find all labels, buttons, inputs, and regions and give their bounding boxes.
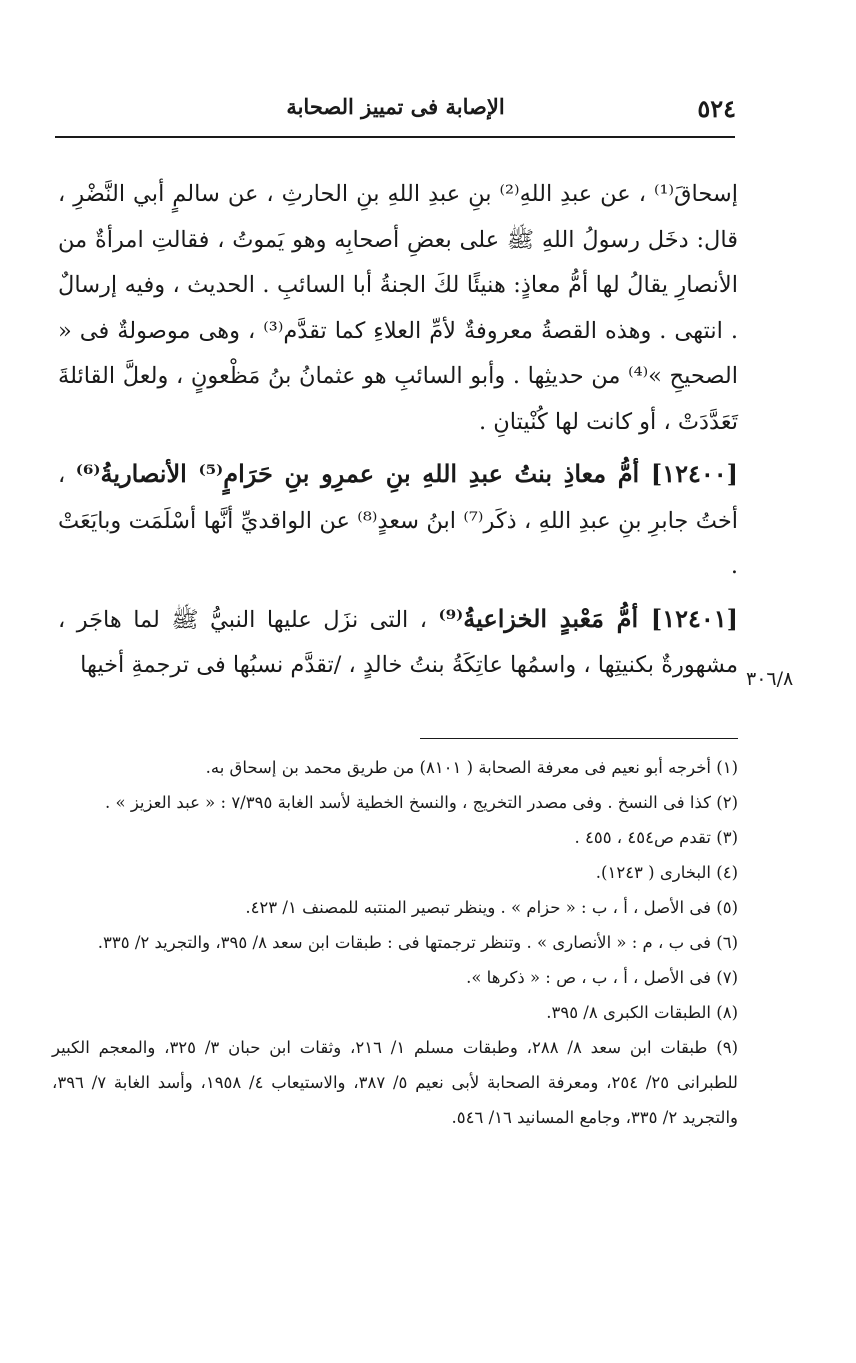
margin-reference: ٣٠٦/٨	[746, 668, 794, 690]
footnote-rule	[420, 738, 738, 739]
footnote: (٣) تقدم ص٤٥٤ ، ٤٥٥ .	[574, 828, 738, 847]
footnote: (٨) الطبقات الكبرى ٨/ ٣٩٥.	[546, 1003, 738, 1022]
footnote: (٢) كذا فى النسخ . وفى مصدر التخريج ، والنسخ الخطية لأسد الغابة ٧/٣٩٥ : « عبد العزيز » .	[104, 793, 738, 812]
entry-12400	[58, 451, 738, 590]
main-text	[58, 172, 738, 689]
footnote: (٦) فى ب ، م : « الأنصارى » . وتنظر ترجمتها فى : طبقات ابن سعد ٨/ ٣٩٥، والتجريد ٢/ ٣٣٥.	[97, 933, 738, 952]
page-number: ٥٢٤	[697, 94, 736, 123]
header-rule	[55, 136, 735, 138]
footnote: (٤) البخارى ( ١٢٤٣).	[595, 863, 738, 882]
running-title: الإصابة فى تمييز الصحابة	[286, 94, 505, 119]
footnote: (٩) طبقات ابن سعد ٨/ ٢٨٨، وطبقات مسلم ١/ ٢١٦، وثقات ابن حبان ٣/ ٣٢٥، والمعجم الكبير للطبرانى ٢٥/ ٢٥٤، ومعرفة الصحابة لأبى نعيم ٥/ ٣٨٧، والاستيعاب ٤/ ١٩٥٨، وأسد الغابة ٧/ ٣٩٦، والتجريد ٢/ ٣٣٥، وجامع المسانيد ١٦/ ٥٤٦.	[52, 1038, 738, 1127]
footnote: (١) أخرجه أبو نعيم فى معرفة الصحابة ( ٨١٠١) من طريق محمد بن إسحاق به.	[205, 758, 738, 777]
footnote: (٧) فى الأصل ، أ ، ب ، ص : « ذكرها ».	[466, 968, 738, 987]
entry-heading: [١٢٤٠٠] أمُّ معاذِ بنتُ عبدِ اللهِ بنِ عمرِو بنِ حَرَامٍ⁽⁵⁾ الأنصاريةُ⁽⁶⁾	[75, 459, 739, 488]
footnotes	[52, 750, 738, 1135]
footnote: (٥) فى الأصل ، أ ، ب : « حزام » . وينظر تبصير المنتبه للمصنف ١/ ٤٢٣.	[245, 898, 738, 917]
entry-heading: [١٢٤٠١] أمُّ مَعْبدٍ الخزاعيةُ⁽⁹⁾	[438, 603, 739, 633]
entry-text: ، التى نزَل عليها النبيُّ ﷺ لما هاجَر ، مشهورةٌ بكنيتِها ، واسمُها عاتِكَةُ بنتُ خالدٍ ، /تقدَّم نسبُها فى ترجمةِ أخيها	[58, 606, 738, 678]
page-header	[55, 92, 736, 128]
paragraph-continuation: إسحاقَ⁽¹⁾ ، عن عبدِ اللهِ⁽²⁾ بنِ عبدِ اللهِ بنِ الحارثِ ، عن سالمٍ أبي النَّضْرِ ، قال: دخَل رسولُ اللهِ ﷺ على بعضِ أصحابِه وهو يَموتُ ، فقالتِ امرأةٌ من الأنصارِ يقالُ لها أمُّ معاذٍ: هنيئًا لكَ الجنةُ أبا السائبِ . الحديث ، وفيه إرسالٌ . انتهى . وهذه القصةُ معروفةٌ لأمِّ العلاءِ كما تقدَّم⁽³⁾ ، وهى موصولةٌ فى « الصحيحِ »⁽⁴⁾ من حديثِها . وأبو السائبِ هو عثمانُ بنُ مَظْعونٍ ، ولعلَّ القائلةَ تَعَدَّدَتْ ، أو كانت لها كُنْيتانِ .	[58, 181, 739, 435]
entry-12401	[58, 596, 738, 689]
entry-text: ، أختُ جابرِ بنِ عبدِ اللهِ ، ذكَر⁽⁷⁾ ابنُ سعدٍ⁽⁸⁾ عن الواقديِّ أنَّها أسْلَمَت وبايَعَتْ .	[58, 462, 738, 579]
